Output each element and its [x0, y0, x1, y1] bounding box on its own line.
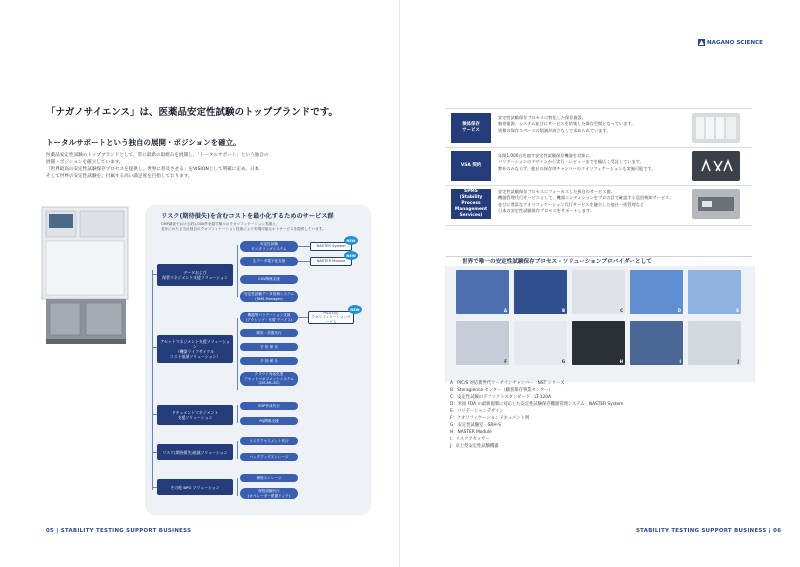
- diagram-note: [161, 222, 326, 232]
- service-label-vsa: VSA 契約: [451, 151, 491, 181]
- service-label-storage: 検体保存 サービス: [451, 113, 491, 143]
- legend-c: C：安定性試験のデファクトスタンダード LT-120A: [450, 395, 552, 400]
- item-validation-support: 機器等バリデーション支援 (アクシング・代替 デバイス): [240, 312, 298, 323]
- service-desc-storage: 安定性試験保存プロセスに特化した保存施設、 無停電源、システム並びにサービスを結集した保存空間となっています。 皆様の保存スペースの削減が成立なしで求められています。: [498, 115, 636, 133]
- diagram-title: リスク(期待損失)を含むコストを最小化するためのサービス群: [161, 213, 334, 220]
- branch-line: [237, 478, 238, 496]
- category-asset-management: アセットマネジメント支援ソリューション （機器ライフサイクル コスト低減ソリューション）: [157, 335, 233, 363]
- product-naster-system: NASTER System: [310, 242, 352, 251]
- legend-d: D：米国 FDA の最新規制に対応した安定性試験保存機器管理システム NASTER System: [450, 402, 624, 407]
- category-bpo: その他 BPO ソリューション: [157, 479, 233, 495]
- services-bottom-rule: [446, 225, 752, 226]
- paragraph-line: 「世界最高の安定性試験保存プロセスを提供し、世界に普及させる」をVISIONとして明確に定め、日本: [46, 167, 260, 172]
- left-paragraph: [46, 152, 346, 180]
- legend-j: J：卓上型安定性試験機器: [450, 444, 499, 449]
- legend-a: A：PIC/S 対応新世代リーチインチャンバー NST シリーズ: [450, 381, 565, 386]
- paragraph-line: 医薬品安定性試験のトップブランドとして、常に最新の取組みを展開し、「トータルサポート」という独自の: [46, 153, 269, 158]
- category-document-management: ドキュメントマネジメント 支援ソリューション: [157, 405, 233, 425]
- spms-image: [692, 189, 740, 219]
- legend-f: F：クオリフィケーションドキュメント例: [450, 416, 530, 421]
- right-footer: STABILITY TESTING SUPPORT BUSINESS | 06: [636, 528, 782, 534]
- category-data-management: データおよび 保管マネジメント支援ソリューション: [157, 264, 233, 286]
- brand-logo: [698, 39, 763, 46]
- branch-line: [237, 245, 238, 297]
- gallery-letter: B: [561, 308, 565, 313]
- new-badge: NEW: [344, 251, 358, 260]
- trunk-line: [152, 270, 153, 490]
- product-connector: [298, 317, 308, 318]
- gallery-letter: D: [677, 308, 681, 313]
- vsa-logo-image: [692, 151, 740, 181]
- legend-e: E：バリデーションデザイン: [450, 409, 504, 414]
- gallery-item-d: [630, 270, 683, 314]
- item-risk-assessment: リスクアセスメント代行: [240, 437, 298, 445]
- item-csv-support: CSV関係支援: [240, 275, 298, 284]
- item-predictive-maintenance: 予 知 保 全: [240, 357, 298, 365]
- storage-facility-image: [692, 113, 740, 143]
- legend-g: G：安定性試験室 SRH-S: [450, 423, 501, 428]
- services-rule: [446, 185, 752, 186]
- gallery-item-c: [572, 270, 625, 314]
- item-sop-creation: SOP作成代行: [240, 402, 298, 410]
- chamber-product-image: [36, 203, 136, 358]
- branch-line: [237, 441, 238, 459]
- gallery-item-b: [514, 270, 567, 314]
- services-rule: [446, 147, 752, 148]
- legend-b: B：Storagience センター（顧客保存事業センター）: [450, 388, 553, 393]
- left-footer: 05 | STABILITY TESTING SUPPORT BUSINESS: [46, 528, 192, 534]
- category-risk-reduction: リスク(期待損失)低減ソリューション: [157, 444, 233, 460]
- item-preventive-maintenance: 予 防 保 全: [240, 343, 298, 351]
- gallery-letter: E: [736, 308, 739, 313]
- product-pics-qualification: PICS対応 クオリフィケーションサービス: [308, 311, 354, 324]
- gallery-item-f: [456, 321, 509, 365]
- logo-text: NAGANO SCIENCE: [707, 39, 763, 46]
- gallery-item-i: [630, 321, 683, 365]
- item-pq-support: PQ関係支援: [240, 417, 298, 425]
- paragraph-line: そして世界の安定性試験を、付属する高い満足度を目指しております。: [46, 174, 193, 179]
- legend-i: I：リスクアセッサー: [450, 437, 490, 442]
- logo-mark-icon: [698, 39, 705, 46]
- item-backup-storage: バックアップストレージ: [240, 453, 298, 461]
- item-sms-manager: 安定性試験データ管理システム (SMS Manager): [240, 291, 298, 302]
- paragraph-line: 展開・ポジションを確立しています。: [46, 160, 124, 165]
- gallery-letter: C: [620, 308, 623, 313]
- gallery-letter: J: [737, 359, 739, 364]
- service-label-spms: SPMS (Stability Process Management Services): [451, 189, 491, 219]
- product-naster-module: NASTER Module: [310, 257, 352, 266]
- item-monitoring-system: 安定性試験 モニタリングシステム: [240, 241, 298, 252]
- branch-line: [237, 318, 238, 390]
- gallery-item-j: [688, 321, 741, 365]
- gallery-item-a: [456, 270, 509, 314]
- left-subheading: トータルサポートという独自の展開・ポジションを確立。: [46, 138, 241, 147]
- gallery-item-e: [688, 270, 741, 314]
- diagram-note-line: 長年にわたる当社独自のクオリフィケーション技術により実現可能なホトサービスを提供しています。: [161, 227, 326, 231]
- left-headline: 「ナガノサイエンス」は、医薬品安定性試験のトップブランドです。: [46, 107, 338, 118]
- item-relocation: 移設・設置代行: [240, 329, 298, 337]
- item-cloud-asset-system: クラウド対応化型 アセットマネジメントシステム (CIS-ML-SC): [240, 372, 298, 386]
- product-connector: [298, 246, 310, 247]
- gallery-letter: A: [503, 308, 507, 313]
- legend-h: H：NASTER Module: [450, 430, 492, 435]
- gallery-title: 世界で唯一の安定性試験保存プロセス・ソリューションプロバイダーとして: [462, 259, 652, 265]
- gallery-letter: F: [504, 359, 507, 364]
- gallery-item-h: [572, 321, 625, 365]
- item-storage: 保管ストレージ: [240, 474, 298, 482]
- item-storage-test-operation: 保管試験代行 (オペレーター派遣ドック): [240, 488, 298, 499]
- services-top-rule: [446, 108, 752, 109]
- gallery-letter: I: [679, 359, 681, 364]
- gallery-item-g: [514, 321, 567, 365]
- service-desc-vsa: 年間1,000台を超す安定性試験保存機器を対象に、 バリデーションのデザインから実行・レビューまでを幅広く受託しています。 弊社のみならず、他社の保存用チャンバーのクオリフィケーションも実施可能です。: [498, 153, 656, 171]
- page-spine: [399, 0, 400, 567]
- item-raw-data-digitization: 生データ電子化支援: [240, 257, 298, 266]
- service-desc-spms: 安定性試験保存プロセスにフォーカスした独自のサービス群。 機器管理代行サービスとして、機器コンディションをプロの目で確認する巡回検知サービス、 並びに豊富なクオリフィケーション代行サービスを融合した他社一括管理など 日本の安定性試験保存プロセスをサポートします。: [498, 189, 674, 213]
- new-badge: NEW: [348, 305, 362, 314]
- new-badge: NEW: [344, 236, 358, 245]
- product-connector: [298, 261, 310, 262]
- diagram-note-line: CMP調査でおける約1,000件を超す様々のクオリフィケーション実績と、: [161, 222, 280, 226]
- gallery-letter: G: [561, 359, 565, 364]
- branch-line: [237, 405, 238, 423]
- gallery-letter: H: [619, 359, 623, 364]
